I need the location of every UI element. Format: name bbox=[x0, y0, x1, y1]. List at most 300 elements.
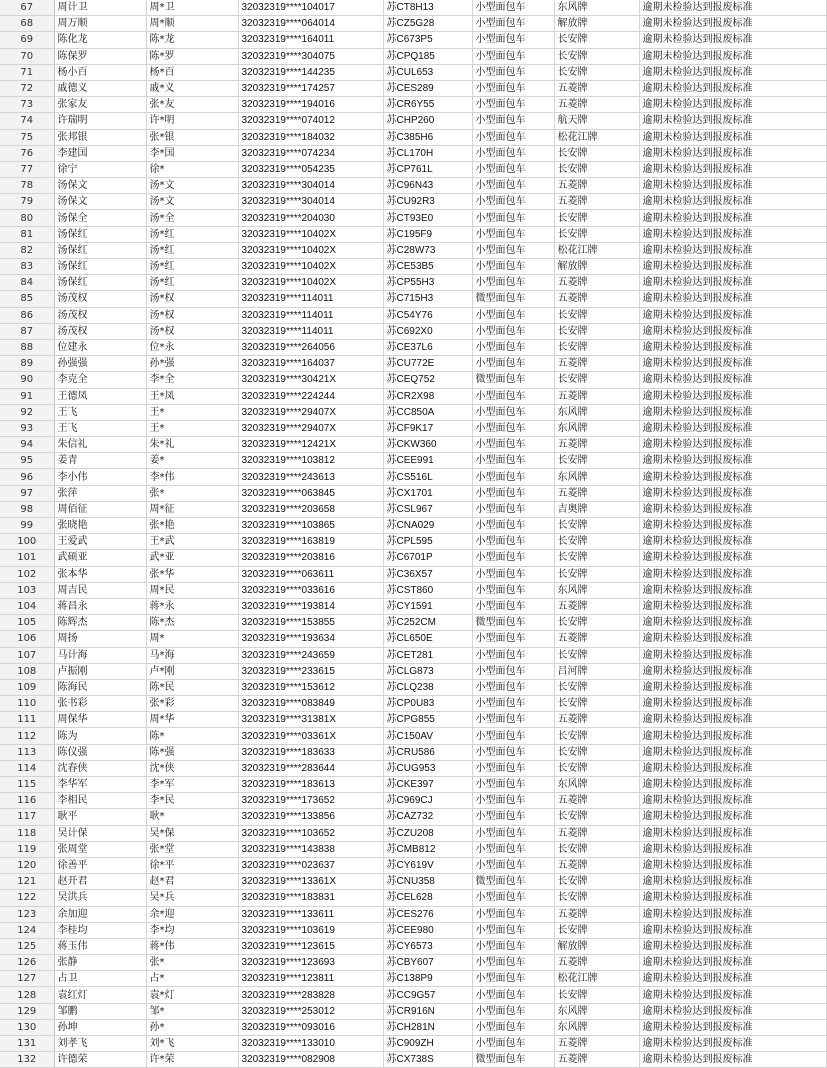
reason-cell[interactable]: 逾期未检验达到报废标准 bbox=[639, 679, 826, 695]
row-number-cell[interactable]: 90 bbox=[0, 372, 54, 388]
id-number-cell[interactable]: 32032319****123693 bbox=[238, 955, 383, 971]
plate-number-cell[interactable]: 苏C252CM bbox=[383, 615, 472, 631]
row-number-cell[interactable]: 132 bbox=[0, 1052, 54, 1068]
vehicle-type-cell[interactable]: 小型面包车 bbox=[472, 760, 554, 776]
masked-name-cell[interactable]: 孙* bbox=[146, 1019, 238, 1035]
plate-number-cell[interactable]: 苏CU92R3 bbox=[383, 194, 472, 210]
vehicle-type-cell[interactable]: 小型面包车 bbox=[472, 922, 554, 938]
brand-cell[interactable]: 长安牌 bbox=[554, 210, 639, 226]
reason-cell[interactable]: 逾期未检验达到报废标准 bbox=[639, 971, 826, 987]
masked-name-cell[interactable]: 李*伟 bbox=[146, 469, 238, 485]
owner-name-cell[interactable]: 周佰征 bbox=[54, 501, 146, 517]
brand-cell[interactable]: 长安牌 bbox=[554, 744, 639, 760]
id-number-cell[interactable]: 32032319****183831 bbox=[238, 890, 383, 906]
row-number-cell[interactable]: 111 bbox=[0, 712, 54, 728]
id-number-cell[interactable]: 32032319****133611 bbox=[238, 906, 383, 922]
plate-number-cell[interactable]: 苏CEQ752 bbox=[383, 372, 472, 388]
masked-name-cell[interactable]: 余*迎 bbox=[146, 906, 238, 922]
reason-cell[interactable]: 逾期未检验达到报废标准 bbox=[639, 874, 826, 890]
id-number-cell[interactable]: 32032319****243659 bbox=[238, 647, 383, 663]
plate-number-cell[interactable]: 苏CY6573 bbox=[383, 938, 472, 954]
vehicle-type-cell[interactable]: 小型面包车 bbox=[472, 793, 554, 809]
brand-cell[interactable]: 松花江牌 bbox=[554, 129, 639, 145]
id-number-cell[interactable]: 32032319****082908 bbox=[238, 1052, 383, 1068]
vehicle-type-cell[interactable]: 小型面包车 bbox=[472, 32, 554, 48]
plate-number-cell[interactable]: 苏CR6Y55 bbox=[383, 97, 472, 113]
id-number-cell[interactable]: 32032319****31381X bbox=[238, 712, 383, 728]
brand-cell[interactable]: 长安牌 bbox=[554, 566, 639, 582]
owner-name-cell[interactable]: 李建国 bbox=[54, 145, 146, 161]
row-number-cell[interactable]: 82 bbox=[0, 242, 54, 258]
id-number-cell[interactable]: 32032319****304014 bbox=[238, 178, 383, 194]
id-number-cell[interactable]: 32032319****10402X bbox=[238, 226, 383, 242]
masked-name-cell[interactable]: 陈*民 bbox=[146, 679, 238, 695]
id-number-cell[interactable]: 32032319****183613 bbox=[238, 777, 383, 793]
masked-name-cell[interactable]: 张*友 bbox=[146, 97, 238, 113]
brand-cell[interactable]: 吕河牌 bbox=[554, 663, 639, 679]
vehicle-type-cell[interactable]: 小型面包车 bbox=[472, 841, 554, 857]
masked-name-cell[interactable]: 蒋*永 bbox=[146, 598, 238, 614]
owner-name-cell[interactable]: 许瑞明 bbox=[54, 113, 146, 129]
brand-cell[interactable]: 五菱牌 bbox=[554, 437, 639, 453]
plate-number-cell[interactable]: 苏CES276 bbox=[383, 906, 472, 922]
brand-cell[interactable]: 长安牌 bbox=[554, 841, 639, 857]
id-number-cell[interactable]: 32032319****253012 bbox=[238, 1003, 383, 1019]
masked-name-cell[interactable]: 周*民 bbox=[146, 582, 238, 598]
plate-number-cell[interactable]: 苏C692X0 bbox=[383, 323, 472, 339]
vehicle-type-cell[interactable]: 小型面包车 bbox=[472, 339, 554, 355]
plate-number-cell[interactable]: 苏CS516L bbox=[383, 469, 472, 485]
id-number-cell[interactable]: 32032319****204030 bbox=[238, 210, 383, 226]
plate-number-cell[interactable]: 苏CZ5G28 bbox=[383, 16, 472, 32]
masked-name-cell[interactable]: 汤*权 bbox=[146, 307, 238, 323]
id-number-cell[interactable]: 32032319****12421X bbox=[238, 437, 383, 453]
owner-name-cell[interactable]: 周扬 bbox=[54, 631, 146, 647]
brand-cell[interactable]: 五菱牌 bbox=[554, 275, 639, 291]
brand-cell[interactable]: 长安牌 bbox=[554, 615, 639, 631]
id-number-cell[interactable]: 32032319****123811 bbox=[238, 971, 383, 987]
row-number-cell[interactable]: 104 bbox=[0, 598, 54, 614]
vehicle-type-cell[interactable]: 小型面包车 bbox=[472, 582, 554, 598]
plate-number-cell[interactable]: 苏CT8H13 bbox=[383, 0, 472, 16]
masked-name-cell[interactable]: 张*艳 bbox=[146, 518, 238, 534]
brand-cell[interactable]: 五菱牌 bbox=[554, 857, 639, 873]
owner-name-cell[interactable]: 周保华 bbox=[54, 712, 146, 728]
row-number-cell[interactable]: 83 bbox=[0, 259, 54, 275]
plate-number-cell[interactable]: 苏C96N43 bbox=[383, 178, 472, 194]
plate-number-cell[interactable]: 苏CY619V bbox=[383, 857, 472, 873]
plate-number-cell[interactable]: 苏CC9G57 bbox=[383, 987, 472, 1003]
reason-cell[interactable]: 逾期未检验达到报废标准 bbox=[639, 356, 826, 372]
reason-cell[interactable]: 逾期未检验达到报废标准 bbox=[639, 242, 826, 258]
reason-cell[interactable]: 逾期未检验达到报废标准 bbox=[639, 161, 826, 177]
row-number-cell[interactable]: 89 bbox=[0, 356, 54, 372]
id-number-cell[interactable]: 32032319****063845 bbox=[238, 485, 383, 501]
reason-cell[interactable]: 逾期未检验达到报废标准 bbox=[639, 696, 826, 712]
plate-number-cell[interactable]: 苏C195F9 bbox=[383, 226, 472, 242]
row-number-cell[interactable]: 78 bbox=[0, 178, 54, 194]
id-number-cell[interactable]: 32032319****283828 bbox=[238, 987, 383, 1003]
row-number-cell[interactable]: 88 bbox=[0, 339, 54, 355]
reason-cell[interactable]: 逾期未检验达到报废标准 bbox=[639, 437, 826, 453]
masked-name-cell[interactable]: 张* bbox=[146, 955, 238, 971]
masked-name-cell[interactable]: 徐*平 bbox=[146, 857, 238, 873]
owner-name-cell[interactable]: 沈春侠 bbox=[54, 760, 146, 776]
plate-number-cell[interactable]: 苏C36X57 bbox=[383, 566, 472, 582]
brand-cell[interactable]: 长安牌 bbox=[554, 679, 639, 695]
id-number-cell[interactable]: 32032319****29407X bbox=[238, 404, 383, 420]
id-number-cell[interactable]: 32032319****194016 bbox=[238, 97, 383, 113]
reason-cell[interactable]: 逾期未检验达到报废标准 bbox=[639, 793, 826, 809]
row-number-cell[interactable]: 107 bbox=[0, 647, 54, 663]
id-number-cell[interactable]: 32032319****133856 bbox=[238, 809, 383, 825]
id-number-cell[interactable]: 32032319****264056 bbox=[238, 339, 383, 355]
plate-number-cell[interactable]: 苏CMB812 bbox=[383, 841, 472, 857]
reason-cell[interactable]: 逾期未检验达到报废标准 bbox=[639, 841, 826, 857]
owner-name-cell[interactable]: 汤保文 bbox=[54, 178, 146, 194]
owner-name-cell[interactable]: 蒋玉伟 bbox=[54, 938, 146, 954]
vehicle-type-cell[interactable]: 小型面包车 bbox=[472, 987, 554, 1003]
row-number-cell[interactable]: 91 bbox=[0, 388, 54, 404]
brand-cell[interactable]: 五菱牌 bbox=[554, 356, 639, 372]
row-number-cell[interactable]: 69 bbox=[0, 32, 54, 48]
masked-name-cell[interactable]: 周*顺 bbox=[146, 16, 238, 32]
row-number-cell[interactable]: 85 bbox=[0, 291, 54, 307]
masked-name-cell[interactable]: 吴*兵 bbox=[146, 890, 238, 906]
brand-cell[interactable]: 东风牌 bbox=[554, 0, 639, 16]
reason-cell[interactable]: 逾期未检验达到报废标准 bbox=[639, 80, 826, 96]
owner-name-cell[interactable]: 王飞 bbox=[54, 420, 146, 436]
brand-cell[interactable]: 长安牌 bbox=[554, 339, 639, 355]
owner-name-cell[interactable]: 陈保罗 bbox=[54, 48, 146, 64]
brand-cell[interactable]: 长安牌 bbox=[554, 372, 639, 388]
masked-name-cell[interactable]: 耿* bbox=[146, 809, 238, 825]
vehicle-type-cell[interactable]: 小型面包车 bbox=[472, 129, 554, 145]
plate-number-cell[interactable]: 苏CNA029 bbox=[383, 518, 472, 534]
brand-cell[interactable]: 五菱牌 bbox=[554, 80, 639, 96]
row-number-cell[interactable]: 93 bbox=[0, 420, 54, 436]
vehicle-type-cell[interactable]: 微型面包车 bbox=[472, 291, 554, 307]
brand-cell[interactable]: 五菱牌 bbox=[554, 906, 639, 922]
brand-cell[interactable]: 五菱牌 bbox=[554, 178, 639, 194]
masked-name-cell[interactable]: 陈*罗 bbox=[146, 48, 238, 64]
row-number-cell[interactable]: 77 bbox=[0, 161, 54, 177]
owner-name-cell[interactable]: 徐善平 bbox=[54, 857, 146, 873]
id-number-cell[interactable]: 32032319****063611 bbox=[238, 566, 383, 582]
row-number-cell[interactable]: 84 bbox=[0, 275, 54, 291]
reason-cell[interactable]: 逾期未检验达到报废标准 bbox=[639, 825, 826, 841]
reason-cell[interactable]: 逾期未检验达到报废标准 bbox=[639, 16, 826, 32]
brand-cell[interactable]: 五菱牌 bbox=[554, 825, 639, 841]
id-number-cell[interactable]: 32032319****203816 bbox=[238, 550, 383, 566]
row-number-cell[interactable]: 100 bbox=[0, 534, 54, 550]
masked-name-cell[interactable]: 姜* bbox=[146, 453, 238, 469]
masked-name-cell[interactable]: 袁*灯 bbox=[146, 987, 238, 1003]
owner-name-cell[interactable]: 陈为 bbox=[54, 728, 146, 744]
vehicle-type-cell[interactable]: 小型面包车 bbox=[472, 48, 554, 64]
brand-cell[interactable]: 东风牌 bbox=[554, 582, 639, 598]
vehicle-type-cell[interactable]: 小型面包车 bbox=[472, 210, 554, 226]
id-number-cell[interactable]: 32032319****283644 bbox=[238, 760, 383, 776]
masked-name-cell[interactable]: 王* bbox=[146, 420, 238, 436]
brand-cell[interactable]: 长安牌 bbox=[554, 453, 639, 469]
row-number-cell[interactable]: 70 bbox=[0, 48, 54, 64]
id-number-cell[interactable]: 32032319****114011 bbox=[238, 323, 383, 339]
owner-name-cell[interactable]: 朱信礼 bbox=[54, 437, 146, 453]
plate-number-cell[interactable]: 苏CES289 bbox=[383, 80, 472, 96]
id-number-cell[interactable]: 32032319****074012 bbox=[238, 113, 383, 129]
id-number-cell[interactable]: 32032319****103652 bbox=[238, 825, 383, 841]
owner-name-cell[interactable]: 张周堂 bbox=[54, 841, 146, 857]
owner-name-cell[interactable]: 汤保文 bbox=[54, 194, 146, 210]
plate-number-cell[interactable]: 苏CUL653 bbox=[383, 64, 472, 80]
owner-name-cell[interactable]: 姜青 bbox=[54, 453, 146, 469]
id-number-cell[interactable]: 32032319****03361X bbox=[238, 728, 383, 744]
vehicle-type-cell[interactable]: 小型面包车 bbox=[472, 226, 554, 242]
vehicle-type-cell[interactable]: 小型面包车 bbox=[472, 194, 554, 210]
brand-cell[interactable]: 东风牌 bbox=[554, 1019, 639, 1035]
owner-name-cell[interactable]: 张家友 bbox=[54, 97, 146, 113]
id-number-cell[interactable]: 32032319****224244 bbox=[238, 388, 383, 404]
plate-number-cell[interactable]: 苏CBY607 bbox=[383, 955, 472, 971]
masked-name-cell[interactable]: 徐* bbox=[146, 161, 238, 177]
vehicle-type-cell[interactable]: 小型面包车 bbox=[472, 663, 554, 679]
plate-number-cell[interactable]: 苏C715H3 bbox=[383, 291, 472, 307]
masked-name-cell[interactable]: 张*彩 bbox=[146, 696, 238, 712]
row-number-cell[interactable]: 120 bbox=[0, 857, 54, 873]
id-number-cell[interactable]: 32032319****103812 bbox=[238, 453, 383, 469]
reason-cell[interactable]: 逾期未检验达到报废标准 bbox=[639, 178, 826, 194]
owner-name-cell[interactable]: 戚德义 bbox=[54, 80, 146, 96]
brand-cell[interactable]: 东风牌 bbox=[554, 1003, 639, 1019]
id-number-cell[interactable]: 32032319****114011 bbox=[238, 307, 383, 323]
owner-name-cell[interactable]: 蒋昌永 bbox=[54, 598, 146, 614]
vehicle-type-cell[interactable]: 小型面包车 bbox=[472, 1003, 554, 1019]
vehicle-type-cell[interactable]: 微型面包车 bbox=[472, 615, 554, 631]
brand-cell[interactable]: 松花江牌 bbox=[554, 242, 639, 258]
owner-name-cell[interactable]: 张本华 bbox=[54, 566, 146, 582]
id-number-cell[interactable]: 32032319****114011 bbox=[238, 291, 383, 307]
brand-cell[interactable]: 长安牌 bbox=[554, 161, 639, 177]
brand-cell[interactable]: 长安牌 bbox=[554, 323, 639, 339]
owner-name-cell[interactable]: 汤保红 bbox=[54, 259, 146, 275]
brand-cell[interactable]: 长安牌 bbox=[554, 32, 639, 48]
row-number-cell[interactable]: 92 bbox=[0, 404, 54, 420]
owner-name-cell[interactable]: 王飞 bbox=[54, 404, 146, 420]
brand-cell[interactable]: 松花江牌 bbox=[554, 971, 639, 987]
owner-name-cell[interactable]: 张静 bbox=[54, 955, 146, 971]
id-number-cell[interactable]: 32032319****184032 bbox=[238, 129, 383, 145]
plate-number-cell[interactable]: 苏CE37L6 bbox=[383, 339, 472, 355]
id-number-cell[interactable]: 32032319****304075 bbox=[238, 48, 383, 64]
reason-cell[interactable]: 逾期未检验达到报废标准 bbox=[639, 113, 826, 129]
masked-name-cell[interactable]: 汤*红 bbox=[146, 275, 238, 291]
brand-cell[interactable]: 五菱牌 bbox=[554, 1052, 639, 1068]
id-number-cell[interactable]: 32032319****174257 bbox=[238, 80, 383, 96]
plate-number-cell[interactable]: 苏CU772E bbox=[383, 356, 472, 372]
brand-cell[interactable]: 长安牌 bbox=[554, 307, 639, 323]
reason-cell[interactable]: 逾期未检验达到报废标准 bbox=[639, 0, 826, 16]
vehicle-type-cell[interactable]: 小型面包车 bbox=[472, 906, 554, 922]
masked-name-cell[interactable]: 吴*保 bbox=[146, 825, 238, 841]
brand-cell[interactable]: 吉奥牌 bbox=[554, 501, 639, 517]
masked-name-cell[interactable]: 陈* bbox=[146, 728, 238, 744]
masked-name-cell[interactable]: 蒋*伟 bbox=[146, 938, 238, 954]
reason-cell[interactable]: 逾期未检验达到报废标准 bbox=[639, 372, 826, 388]
owner-name-cell[interactable]: 张邦银 bbox=[54, 129, 146, 145]
reason-cell[interactable]: 逾期未检验达到报废标准 bbox=[639, 64, 826, 80]
vehicle-type-cell[interactable]: 小型面包车 bbox=[472, 307, 554, 323]
row-number-cell[interactable]: 131 bbox=[0, 1036, 54, 1052]
brand-cell[interactable]: 解放牌 bbox=[554, 16, 639, 32]
reason-cell[interactable]: 逾期未检验达到报废标准 bbox=[639, 194, 826, 210]
masked-name-cell[interactable]: 汤*红 bbox=[146, 259, 238, 275]
reason-cell[interactable]: 逾期未检验达到报废标准 bbox=[639, 501, 826, 517]
vehicle-type-cell[interactable]: 小型面包车 bbox=[472, 16, 554, 32]
vehicle-type-cell[interactable]: 小型面包车 bbox=[472, 97, 554, 113]
owner-name-cell[interactable]: 李小伟 bbox=[54, 469, 146, 485]
reason-cell[interactable]: 逾期未检验达到报废标准 bbox=[639, 32, 826, 48]
id-number-cell[interactable]: 32032319****133010 bbox=[238, 1036, 383, 1052]
owner-name-cell[interactable]: 汤茂权 bbox=[54, 307, 146, 323]
brand-cell[interactable]: 长安牌 bbox=[554, 760, 639, 776]
reason-cell[interactable]: 逾期未检验达到报废标准 bbox=[639, 857, 826, 873]
row-number-cell[interactable]: 71 bbox=[0, 64, 54, 80]
vehicle-type-cell[interactable]: 小型面包车 bbox=[472, 178, 554, 194]
owner-name-cell[interactable]: 耿平 bbox=[54, 809, 146, 825]
owner-name-cell[interactable]: 杨小百 bbox=[54, 64, 146, 80]
vehicle-type-cell[interactable]: 小型面包车 bbox=[472, 631, 554, 647]
reason-cell[interactable]: 逾期未检验达到报废标准 bbox=[639, 744, 826, 760]
plate-number-cell[interactable]: 苏CHP260 bbox=[383, 113, 472, 129]
owner-name-cell[interactable]: 汤茂权 bbox=[54, 323, 146, 339]
id-number-cell[interactable]: 32032319****183633 bbox=[238, 744, 383, 760]
plate-number-cell[interactable]: 苏C969CJ bbox=[383, 793, 472, 809]
vehicle-type-cell[interactable]: 小型面包车 bbox=[472, 744, 554, 760]
reason-cell[interactable]: 逾期未检验达到报废标准 bbox=[639, 615, 826, 631]
id-number-cell[interactable]: 32032319****153612 bbox=[238, 679, 383, 695]
id-number-cell[interactable]: 32032319****243613 bbox=[238, 469, 383, 485]
id-number-cell[interactable]: 32032319****193814 bbox=[238, 598, 383, 614]
brand-cell[interactable]: 五菱牌 bbox=[554, 485, 639, 501]
owner-name-cell[interactable]: 张萍 bbox=[54, 485, 146, 501]
plate-number-cell[interactable]: 苏CUG953 bbox=[383, 760, 472, 776]
masked-name-cell[interactable]: 陈*杰 bbox=[146, 615, 238, 631]
owner-name-cell[interactable]: 周吉民 bbox=[54, 582, 146, 598]
vehicle-type-cell[interactable]: 小型面包车 bbox=[472, 550, 554, 566]
masked-name-cell[interactable]: 王* bbox=[146, 404, 238, 420]
owner-name-cell[interactable]: 李克全 bbox=[54, 372, 146, 388]
masked-name-cell[interactable]: 李*均 bbox=[146, 922, 238, 938]
masked-name-cell[interactable]: 赵*君 bbox=[146, 874, 238, 890]
owner-name-cell[interactable]: 马计海 bbox=[54, 647, 146, 663]
reason-cell[interactable]: 逾期未检验达到报废标准 bbox=[639, 323, 826, 339]
brand-cell[interactable]: 长安牌 bbox=[554, 145, 639, 161]
masked-name-cell[interactable]: 汤*全 bbox=[146, 210, 238, 226]
row-number-cell[interactable]: 68 bbox=[0, 16, 54, 32]
reason-cell[interactable]: 逾期未检验达到报废标准 bbox=[639, 469, 826, 485]
reason-cell[interactable]: 逾期未检验达到报废标准 bbox=[639, 259, 826, 275]
plate-number-cell[interactable]: 苏CPG855 bbox=[383, 712, 472, 728]
id-number-cell[interactable]: 32032319****153855 bbox=[238, 615, 383, 631]
plate-number-cell[interactable]: 苏CST860 bbox=[383, 582, 472, 598]
owner-name-cell[interactable]: 汤茂权 bbox=[54, 291, 146, 307]
masked-name-cell[interactable]: 马*海 bbox=[146, 647, 238, 663]
plate-number-cell[interactable]: 苏C6701P bbox=[383, 550, 472, 566]
id-number-cell[interactable]: 32032319****054235 bbox=[238, 161, 383, 177]
owner-name-cell[interactable]: 袁红灯 bbox=[54, 987, 146, 1003]
id-number-cell[interactable]: 32032319****164037 bbox=[238, 356, 383, 372]
brand-cell[interactable]: 长安牌 bbox=[554, 890, 639, 906]
plate-number-cell[interactable]: 苏CPL595 bbox=[383, 534, 472, 550]
brand-cell[interactable]: 航天牌 bbox=[554, 113, 639, 129]
vehicle-type-cell[interactable]: 小型面包车 bbox=[472, 356, 554, 372]
vehicle-type-cell[interactable]: 小型面包车 bbox=[472, 809, 554, 825]
masked-name-cell[interactable]: 戚*义 bbox=[146, 80, 238, 96]
id-number-cell[interactable]: 32032319****10402X bbox=[238, 275, 383, 291]
owner-name-cell[interactable]: 周万顺 bbox=[54, 16, 146, 32]
vehicle-type-cell[interactable]: 小型面包车 bbox=[472, 777, 554, 793]
reason-cell[interactable]: 逾期未检验达到报废标准 bbox=[639, 534, 826, 550]
masked-name-cell[interactable]: 陈*龙 bbox=[146, 32, 238, 48]
plate-number-cell[interactable]: 苏CEL628 bbox=[383, 890, 472, 906]
row-number-cell[interactable]: 121 bbox=[0, 874, 54, 890]
plate-number-cell[interactable]: 苏CKE397 bbox=[383, 777, 472, 793]
masked-name-cell[interactable]: 孙*强 bbox=[146, 356, 238, 372]
vehicle-type-cell[interactable]: 小型面包车 bbox=[472, 145, 554, 161]
plate-number-cell[interactable]: 苏CET281 bbox=[383, 647, 472, 663]
row-number-cell[interactable]: 76 bbox=[0, 145, 54, 161]
masked-name-cell[interactable]: 汤*文 bbox=[146, 178, 238, 194]
reason-cell[interactable]: 逾期未检验达到报废标准 bbox=[639, 760, 826, 776]
row-number-cell[interactable]: 98 bbox=[0, 501, 54, 517]
reason-cell[interactable]: 逾期未检验达到报废标准 bbox=[639, 226, 826, 242]
vehicle-type-cell[interactable]: 小型面包车 bbox=[472, 242, 554, 258]
owner-name-cell[interactable]: 陈仪强 bbox=[54, 744, 146, 760]
brand-cell[interactable]: 五菱牌 bbox=[554, 955, 639, 971]
brand-cell[interactable]: 长安牌 bbox=[554, 647, 639, 663]
brand-cell[interactable]: 五菱牌 bbox=[554, 388, 639, 404]
vehicle-type-cell[interactable]: 小型面包车 bbox=[472, 404, 554, 420]
reason-cell[interactable]: 逾期未检验达到报废标准 bbox=[639, 938, 826, 954]
id-number-cell[interactable]: 32032319****29407X bbox=[238, 420, 383, 436]
owner-name-cell[interactable]: 徐宁 bbox=[54, 161, 146, 177]
masked-name-cell[interactable]: 周* bbox=[146, 631, 238, 647]
vehicle-type-cell[interactable]: 小型面包车 bbox=[472, 679, 554, 695]
row-number-cell[interactable]: 119 bbox=[0, 841, 54, 857]
brand-cell[interactable]: 东风牌 bbox=[554, 469, 639, 485]
reason-cell[interactable]: 逾期未检验达到报废标准 bbox=[639, 339, 826, 355]
owner-name-cell[interactable]: 王德凤 bbox=[54, 388, 146, 404]
row-number-cell[interactable]: 80 bbox=[0, 210, 54, 226]
reason-cell[interactable]: 逾期未检验达到报废标准 bbox=[639, 777, 826, 793]
id-number-cell[interactable]: 32032319****144235 bbox=[238, 64, 383, 80]
id-number-cell[interactable]: 32032319****10402X bbox=[238, 242, 383, 258]
row-number-cell[interactable]: 127 bbox=[0, 971, 54, 987]
masked-name-cell[interactable]: 卢*刚 bbox=[146, 663, 238, 679]
masked-name-cell[interactable]: 李*民 bbox=[146, 793, 238, 809]
row-number-cell[interactable]: 126 bbox=[0, 955, 54, 971]
row-number-cell[interactable]: 129 bbox=[0, 1003, 54, 1019]
brand-cell[interactable]: 五菱牌 bbox=[554, 194, 639, 210]
vehicle-type-cell[interactable]: 小型面包车 bbox=[472, 971, 554, 987]
masked-name-cell[interactable]: 李*军 bbox=[146, 777, 238, 793]
masked-name-cell[interactable]: 张*堂 bbox=[146, 841, 238, 857]
row-number-cell[interactable]: 87 bbox=[0, 323, 54, 339]
vehicle-type-cell[interactable]: 小型面包车 bbox=[472, 64, 554, 80]
vehicle-type-cell[interactable]: 小型面包车 bbox=[472, 566, 554, 582]
id-number-cell[interactable]: 32032319****103865 bbox=[238, 518, 383, 534]
